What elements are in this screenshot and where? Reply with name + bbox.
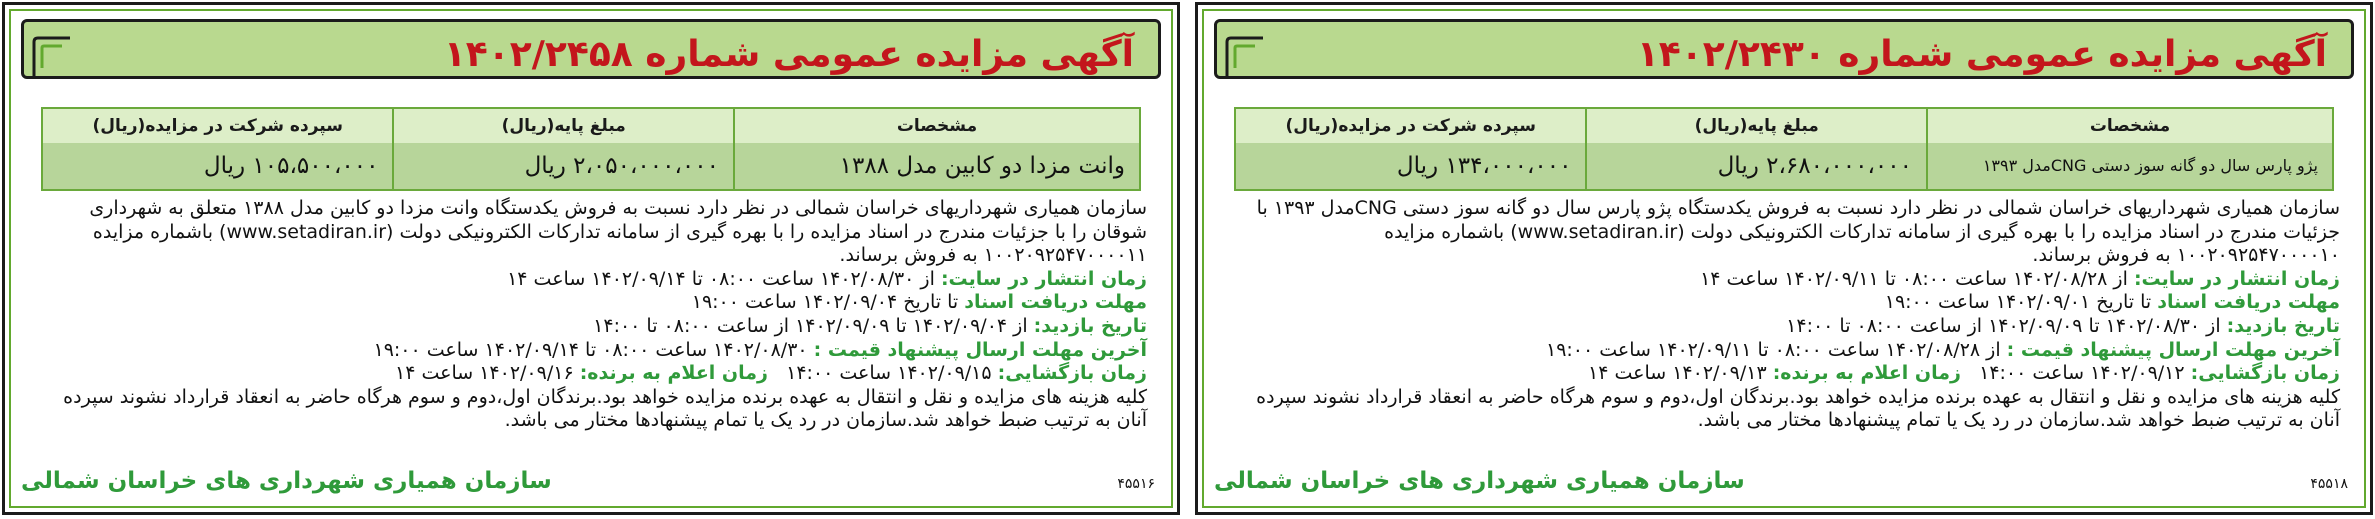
base-price-header: مبلغ پایه(ریال) [1587,109,1926,143]
deposit-column [43,109,392,189]
schedule-label: مهلت دریافت اسناد [2157,291,2340,314]
deposit-header: سپرده شرکت در مزایده(ریال) [43,109,392,143]
schedule-line [35,268,1147,292]
schedule-value: ۱۴۰۲/۰۹/۱۵ ساعت ۱۴:۰۰ [786,362,998,385]
ad-header [11,11,1171,83]
schedule-value: ۱۴۰۲/۰۹/۱۳ ساعت ۱۴ [1587,362,1773,385]
title-band [1214,19,2354,79]
schedule-label: زمان انتشار در سایت: [2133,267,2340,290]
ad-title: آگهی مزایده عمومی شماره ۱۴۰۲/۲۴۵۸ [443,34,1134,75]
schedule-value: از ۱۴۰۲/۰۸/۲۸ ساعت ۰۸:۰۰ تا ۱۴۰۲/۰۹/۱۱ ساعت ۱۹:۰۰ [1546,338,2007,361]
closing-paragraph: کلیه هزینه های مزایده و نقل و انتقال به عهده برنده مزایده خواهد بود.برندگان اول،دوم و سوم هرگاه حاضر به انعقاد قرارداد نشوند سپرده آنان به ترتیب ضبط خواهد شد.سازمان در رد یک یا تمام پیشنهادها مختار می باشد. [1256,385,2340,432]
schedule-line [35,362,1147,386]
schedule-label: زمان اعلام به برنده: [1772,362,1961,385]
base-price-cell: ۲،۰۵۰،۰۰۰،۰۰۰ ریال [394,143,733,189]
deposit-header: سپرده شرکت در مزایده(ریال) [1236,109,1585,143]
base-price-column [1585,109,1926,189]
spec-cell: وانت مزدا دو کابین مدل ۱۳۸۸ [735,143,1139,189]
schedule-label: تاریخ بازدید: [1033,314,1147,337]
schedule-line [1228,339,2340,363]
schedule-line [1228,315,2340,339]
schedule-line [35,315,1147,339]
ad-code: ۴۵۵۱۶ [1117,476,1155,492]
schedule-value: تا تاریخ ۱۴۰۲/۰۹/۰۴ ساعت ۱۹:۰۰ [691,291,965,314]
schedule-value: ۱۴۰۲/۰۹/۱۲ ساعت ۱۴:۰۰ [1979,362,2191,385]
schedule-line [35,291,1147,315]
organization-name: سازمان همیاری شهرداری های خراسان شمالی [1214,468,1745,494]
base-price-column [392,109,733,189]
deposit-cell: ۱۳۴،۰۰۰،۰۰۰ ریال [1236,143,1585,189]
spec-cell: پژو پارس سال دو گانه سوز دستی CNGمدل ۱۳۹۳ [1928,143,2332,189]
ad-frame [1202,9,2366,508]
organization-name: سازمان همیاری شهرداری های خراسان شمالی [21,468,552,494]
title-band [21,19,1161,79]
schedule-line [1228,291,2340,315]
ad-header [1204,11,2364,83]
auction-table [1234,107,2334,191]
base-price-header: مبلغ پایه(ریال) [394,109,733,143]
spec-header: مشخصات [1928,109,2332,143]
ad-frame [9,9,1173,508]
schedule-label: زمان انتشار در سایت: [940,267,1147,290]
base-price-cell: ۲،۶۸۰،۰۰۰،۰۰۰ ریال [1587,143,1926,189]
schedule-value: از ۱۴۰۲/۰۸/۳۰ تا ۱۴۰۲/۰۹/۰۹ از ساعت ۰۸:۰۰ تا ۱۴:۰۰ [1786,314,2227,337]
ad-body [1228,197,2340,433]
schedule-value: از ۱۴۰۲/۰۹/۰۴ تا ۱۴۰۲/۰۹/۰۹ از ساعت ۰۸:۰۰ تا ۱۴:۰۰ [593,314,1034,337]
schedule-line [1228,268,2340,292]
schedule-line [35,339,1147,363]
ad-footer [1204,454,2364,498]
spec-header: مشخصات [735,109,1139,143]
schedule-value: تا تاریخ ۱۴۰۲/۰۹/۰۱ ساعت ۱۹:۰۰ [1884,291,2158,314]
ad-code: ۴۵۵۱۸ [2310,476,2348,492]
corner-ornament-icon [1223,34,1283,80]
ad-title: آگهی مزایده عمومی شماره ۱۴۰۲/۲۴۳۰ [1636,34,2327,75]
schedule-label: زمان بازگشایی: [2190,362,2340,385]
ad-footer [11,454,1171,498]
ad-body [35,197,1147,433]
schedule-label: تاریخ بازدید: [2226,314,2340,337]
closing-paragraph: کلیه هزینه های مزایده و نقل و انتقال به عهده برنده مزایده خواهد بود.برندگان اول،دوم و سوم هرگاه حاضر به انعقاد قرارداد نشوند سپرده آنان به ترتیب ضبط خواهد شد.سازمان در رد یک یا تمام پیشنهادها مختار می باشد. [63,385,1147,432]
auction-table [41,107,1141,191]
schedule-label: مهلت دریافت اسناد [964,291,1147,314]
intro-paragraph: سازمان همیاری شهرداریهای خراسان شمالی در نظر دارد نسبت به فروش یکدستگاه پژو پارس سال دو گانه سوز دستی CNGمدل ۱۳۹۳ با جزئیات مندرج در اسناد مزایده را با بهره گیری از سامانه تدارکات الکترونیکی دولت (www.setadiran.ir) باشماره مزایده ۱۰۰۲۰۹۲۵۴۷۰۰۰۰۱۰ به فروش برساند. [1256,197,2340,267]
schedule-value: از ۱۴۰۲/۰۸/۳۰ ساعت ۰۸:۰۰ تا ۱۴۰۲/۰۹/۱۴ ساعت ۱۴ [507,267,941,290]
intro-paragraph: سازمان همیاری شهرداریهای خراسان شمالی در نظر دارد نسبت به فروش یکدستگاه وانت مزدا دو کابین مدل ۱۳۸۸ متعلق به شهرداری شوقان را با جزئیات مندرج در اسناد مزایده را با بهره گیری از سامانه تدارکات الکترونیکی دولت (www.setadiran.ir) باشماره مزایده ۱۰۰۲۰۹۲۵۴۷۰۰۰۰۱۱ به فروش برساند. [89,197,1147,267]
corner-ornament-icon [30,34,90,80]
deposit-cell: ۱۰۵،۵۰۰،۰۰۰ ریال [43,143,392,189]
deposit-column [1236,109,1585,189]
spec-column [1926,109,2332,189]
schedule-value: ۱۴۰۲/۰۸/۳۰ ساعت ۰۸:۰۰ تا ۱۴۰۲/۰۹/۱۴ ساعت ۱۹:۰۰ [373,338,814,361]
schedule-line [1228,362,2340,386]
schedule-label: زمان بازگشایی: [997,362,1147,385]
auction-ad-2430 [1195,2,2373,515]
auction-ad-2458 [2,2,1180,515]
schedule-value: از ۱۴۰۲/۰۸/۲۸ ساعت ۰۸:۰۰ تا ۱۴۰۲/۰۹/۱۱ ساعت ۱۴ [1700,267,2134,290]
schedule-label: آخرین مهلت ارسال پیشنهاد قیمت : [813,338,1147,361]
schedule-value: ۱۴۰۲/۰۹/۱۶ ساعت ۱۴ [394,362,580,385]
schedule-label: آخرین مهلت ارسال پیشنهاد قیمت : [2006,338,2340,361]
schedule-label: زمان اعلام به برنده: [579,362,768,385]
spec-column [733,109,1139,189]
